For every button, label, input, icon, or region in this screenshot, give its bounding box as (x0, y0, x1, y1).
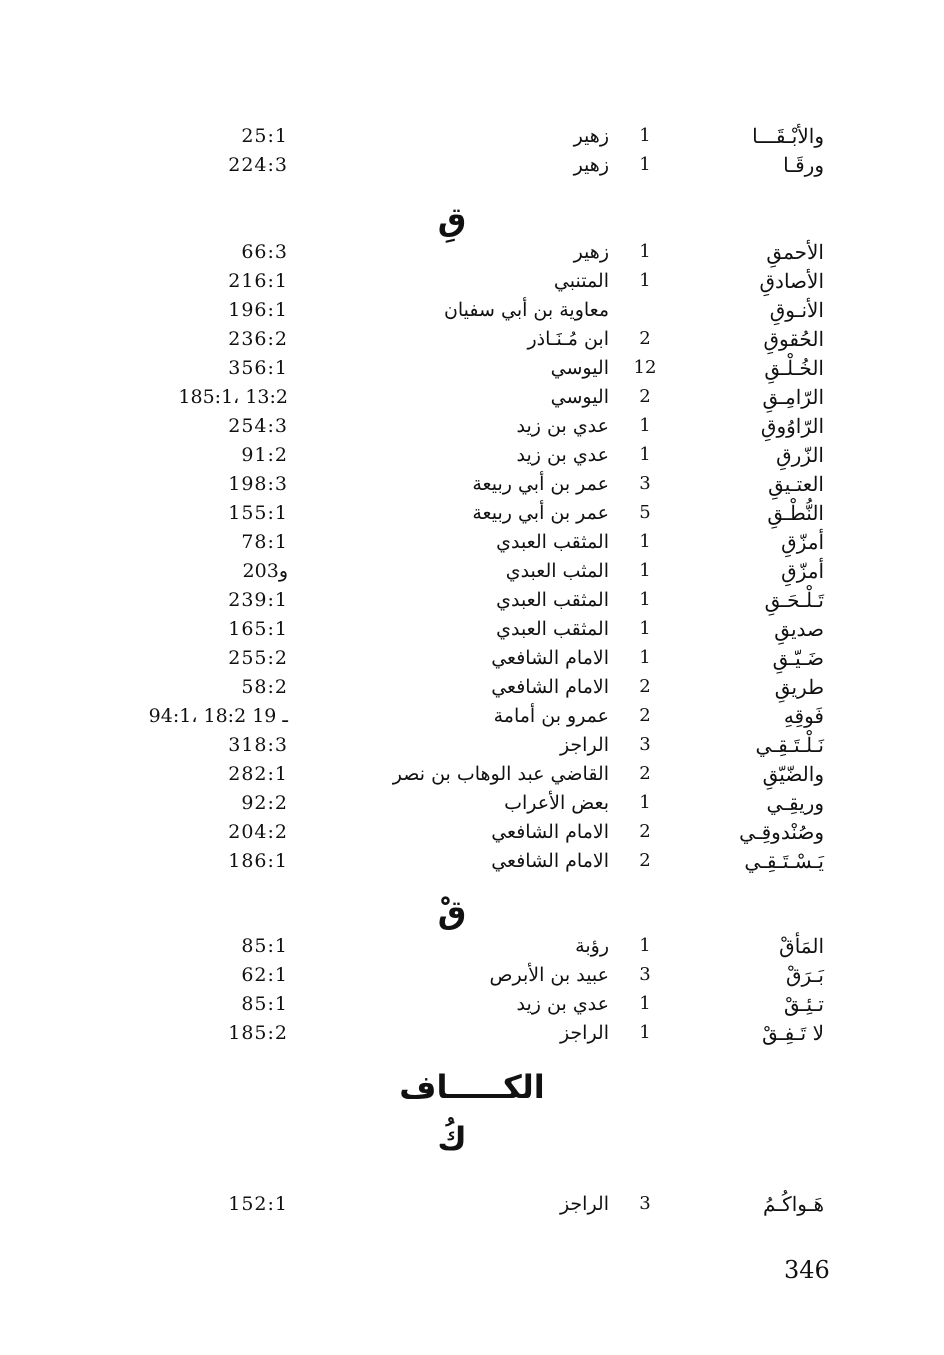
rhyme-word: ورقَـا (783, 153, 824, 177)
rhyme-word: هَـواكُـمُ (763, 1192, 824, 1216)
page-reference: 58:2 (241, 676, 288, 698)
verse-count: 2 (639, 328, 651, 349)
poet-name: عدي بن زيد (516, 444, 609, 466)
verse-count: 2 (639, 386, 651, 407)
verse-count: 3 (639, 734, 651, 755)
page-reference: 25:1 (241, 125, 288, 147)
verse-count: 2 (639, 763, 651, 784)
page-reference: 196:1 (228, 299, 288, 321)
page-reference: 282:1 (228, 763, 288, 785)
verse-count: 3 (639, 964, 651, 985)
rhyme-word: الأحمقِ (766, 240, 824, 264)
page-number: 346 (784, 1256, 830, 1284)
rhyme-word: الرّامِـقِ (762, 385, 824, 409)
rhyme-word: الزّرقِ (776, 443, 824, 467)
rhyme-word: تـئِـقْ (784, 992, 824, 1016)
table-row (0, 557, 944, 585)
section-heading-kaf-damma: كُ (437, 1120, 467, 1158)
page-reference: 185:1، 13:2 (178, 386, 288, 408)
poet-name: اليوسي (550, 386, 609, 408)
verse-count: 2 (639, 821, 651, 842)
poet-name: عدي بن زيد (516, 415, 609, 437)
poet-name: عمر بن أبي ربيعة (472, 502, 609, 524)
verse-count: 2 (639, 705, 651, 726)
table-row (0, 238, 944, 266)
poet-name: الراجز (559, 1022, 609, 1044)
rhyme-word: طريقِ (774, 675, 824, 699)
verse-count: 12 (633, 357, 657, 378)
verse-count (620, 296, 670, 324)
table-row (0, 1019, 944, 1047)
rhyme-word: والضّيّقِ (762, 762, 824, 786)
table-row (0, 151, 944, 179)
page-reference: 216:1 (228, 270, 288, 292)
table-row (0, 267, 944, 295)
poet-name: الامام الشافعي (491, 676, 609, 698)
page-reference: 155:1 (228, 502, 288, 524)
rhyme-word: الحُقوقِ (763, 327, 824, 351)
rhyme-word: والأبْـقَـــا (752, 124, 824, 148)
table-row (0, 528, 944, 556)
verse-count: 1 (639, 647, 651, 668)
verse-count: 1 (639, 444, 651, 465)
poet-name: الامام الشافعي (491, 647, 609, 669)
poet-name: عمرو بن أمامة (493, 705, 609, 727)
verse-count: 1 (639, 154, 651, 175)
table-row (0, 470, 944, 498)
poet-name: معاوية بن أبي سفيان (443, 299, 609, 321)
rhyme-word: فَوقِهِ (783, 704, 824, 728)
section-heading-qaf-kasra: قِ (437, 200, 467, 238)
table-row (0, 325, 944, 353)
page-reference: 66:3 (241, 241, 288, 263)
poet-name: المثب العبدي (505, 560, 609, 582)
table-row (0, 644, 944, 672)
page-reference: 152:1 (228, 1193, 288, 1215)
page-reference: 62:1 (241, 964, 288, 986)
table-row (0, 760, 944, 788)
poet-name: اليوسي (550, 357, 609, 379)
verse-count: 2 (639, 850, 651, 871)
rhyme-word: أمزّقِ (781, 559, 824, 583)
verse-count: 5 (639, 502, 651, 523)
page-reference: 203و (242, 560, 288, 582)
rhyme-word: بَـرَقْ (786, 963, 824, 987)
page-reference: 318:3 (228, 734, 288, 756)
page-reference: 78:1 (241, 531, 288, 553)
rhyme-word: وريقِـي (766, 791, 824, 815)
rhyme-word: العتـيقِ (768, 472, 824, 496)
table-row (0, 961, 944, 989)
rhyme-word: المَأقْ (779, 934, 824, 958)
page-reference: 198:3 (228, 473, 288, 495)
table-row (0, 615, 944, 643)
table-row (0, 412, 944, 440)
page-reference: 204:2 (228, 821, 288, 843)
poet-name: بعض الأعراب (504, 792, 609, 814)
poet-name: عمر بن أبي ربيعة (472, 473, 609, 495)
page-reference: 356:1 (228, 357, 288, 379)
page-reference: 92:2 (241, 792, 288, 814)
verse-count: 1 (639, 560, 651, 581)
verse-count: 1 (639, 935, 651, 956)
rhyme-word: الخُـلْـقِ (764, 356, 824, 380)
poet-name: المثقب العبدي (496, 618, 609, 640)
rhyme-word: أمزّقِ (781, 530, 824, 554)
verse-count: 1 (639, 589, 651, 610)
verse-count: 3 (639, 473, 651, 494)
rhyme-word: الرّاوُوقِ (760, 414, 824, 438)
poet-name: الراجز (559, 734, 609, 756)
poet-name: الامام الشافعي (491, 850, 609, 872)
verse-count: 1 (639, 1022, 651, 1043)
poet-name: ابن مُـنَـاذر (527, 328, 609, 350)
table-row (0, 1190, 944, 1218)
section-heading-qaf-sukun: قْ (437, 893, 467, 931)
rhyme-word: تَـلْـحَـقِ (764, 588, 824, 612)
page-reference: 254:3 (228, 415, 288, 437)
table-row (0, 354, 944, 382)
table-row (0, 499, 944, 527)
poet-name: المتنبي (553, 270, 609, 292)
verse-count: 2 (639, 676, 651, 697)
page-reference: 185:2 (228, 1022, 288, 1044)
poet-name: الامام الشافعي (491, 821, 609, 843)
rhyme-word: النُّطْـقِ (767, 501, 824, 525)
table-row (0, 122, 944, 150)
table-row (0, 932, 944, 960)
rhyme-word: يَـسْـتَـقِـي (744, 849, 824, 873)
verse-count: 1 (639, 618, 651, 639)
rhyme-word: صديقِ (774, 617, 824, 641)
table-row (0, 673, 944, 701)
table-row (0, 847, 944, 875)
table-row (0, 702, 944, 730)
rhyme-word: الأصادقِ (759, 269, 824, 293)
verse-count: 1 (639, 531, 651, 552)
table-row (0, 383, 944, 411)
poet-name: عبيد بن الأبرص (489, 964, 609, 986)
verse-count: 3 (639, 1193, 651, 1214)
page-reference: 85:1 (241, 935, 288, 957)
rhyme-word: لا تَـفِـقْ (762, 1021, 824, 1045)
verse-count: 1 (639, 270, 651, 291)
page-reference: 236:2 (228, 328, 288, 350)
verse-count: 1 (639, 125, 651, 146)
poet-name: زهير (573, 241, 609, 263)
poet-name: المثقب العبدي (496, 589, 609, 611)
page-reference: 94:1، 18:2 ـ 19 (148, 705, 288, 727)
page-reference: 186:1 (228, 850, 288, 872)
poet-name: رؤبة (575, 935, 609, 957)
verse-count: 1 (639, 993, 651, 1014)
page-reference: 239:1 (228, 589, 288, 611)
page-reference: 165:1 (228, 618, 288, 640)
verse-count: 1 (639, 241, 651, 262)
poet-name: زهير (573, 154, 609, 176)
poet-name: القاضي عبد الوهاب بن نصر (392, 763, 609, 785)
table-row (0, 990, 944, 1018)
poet-name: المثقب العبدي (496, 531, 609, 553)
verse-count: 1 (639, 792, 651, 813)
page-reference: 255:2 (228, 647, 288, 669)
rhyme-word: ضَـيّـقِ (772, 646, 824, 670)
poet-name: الراجز (559, 1193, 609, 1215)
poet-name: عدي بن زيد (516, 993, 609, 1015)
verse-count: 1 (639, 415, 651, 436)
rhyme-word: نَـلْـتَـقِـي (755, 733, 824, 757)
rhyme-word: الأنـوقِ (769, 298, 824, 322)
table-row (0, 789, 944, 817)
poet-name: زهير (573, 125, 609, 147)
page-reference: 85:1 (241, 993, 288, 1015)
table-row (0, 586, 944, 614)
table-row (0, 818, 944, 846)
table-row (0, 441, 944, 469)
chapter-title: الكـــــاف (399, 1068, 545, 1106)
page-reference: 224:3 (228, 154, 288, 176)
table-row (0, 731, 944, 759)
page-reference: 91:2 (241, 444, 288, 466)
table-row (0, 296, 944, 324)
rhyme-word: وصُنْدوقِـي (739, 820, 824, 844)
